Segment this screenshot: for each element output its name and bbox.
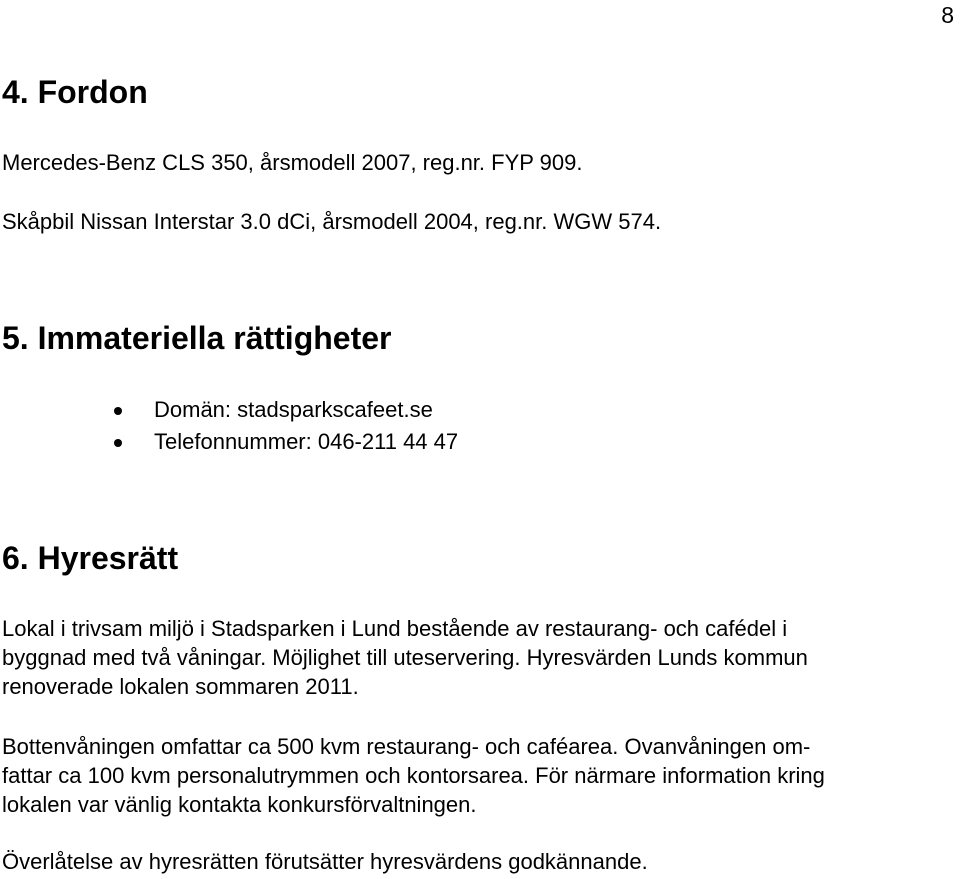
paragraph-line: Lokal i trivsam miljö i Stadsparken i Lund bestående av restaurang- och cafédel i <box>2 616 788 641</box>
bullet-icon <box>114 439 122 447</box>
phone-item-text: Telefonnummer: 046-211 44 47 <box>154 429 459 454</box>
rights-list <box>0 394 458 458</box>
vehicle-line-2: Skåpbil Nissan Interstar 3.0 dCi, årsmodell 2004, reg.nr. WGW 574. <box>2 209 662 234</box>
paragraph-line: byggnad med två våningar. Möjlighet till uteservering. Hyresvärden Lunds kommun <box>2 645 808 670</box>
section-heading-immateriella: 5. Immateriella rättigheter <box>2 320 392 356</box>
list-item <box>0 394 458 426</box>
section-heading-hyresratt: 6. Hyresrätt <box>2 540 179 576</box>
paragraph-line: fattar ca 100 kvm personalutrymmen och kontorsarea. För närmare information kring <box>2 763 825 788</box>
paragraph-line: Bottenvåningen omfattar ca 500 kvm restaurang- och caféarea. Ovanvåningen om- <box>2 734 811 759</box>
vehicle-line-1: Mercedes-Benz CLS 350, årsmodell 2007, reg.nr. FYP 909. <box>2 150 583 175</box>
paragraph-transfer: Överlåtelse av hyresrätten förutsätter hyresvärdens godkännande. <box>2 849 648 874</box>
list-item <box>0 426 458 458</box>
domain-item-text: Domän: stadsparkscafeet.se <box>154 397 433 422</box>
page-number: 8 <box>941 2 954 28</box>
paragraph-line: lokalen var vänlig kontakta konkursförvaltningen. <box>2 792 477 817</box>
bullet-icon <box>114 407 122 415</box>
paragraph-line: renoverade lokalen sommaren 2011. <box>2 674 359 699</box>
section-heading-fordon: 4. Fordon <box>2 74 148 110</box>
